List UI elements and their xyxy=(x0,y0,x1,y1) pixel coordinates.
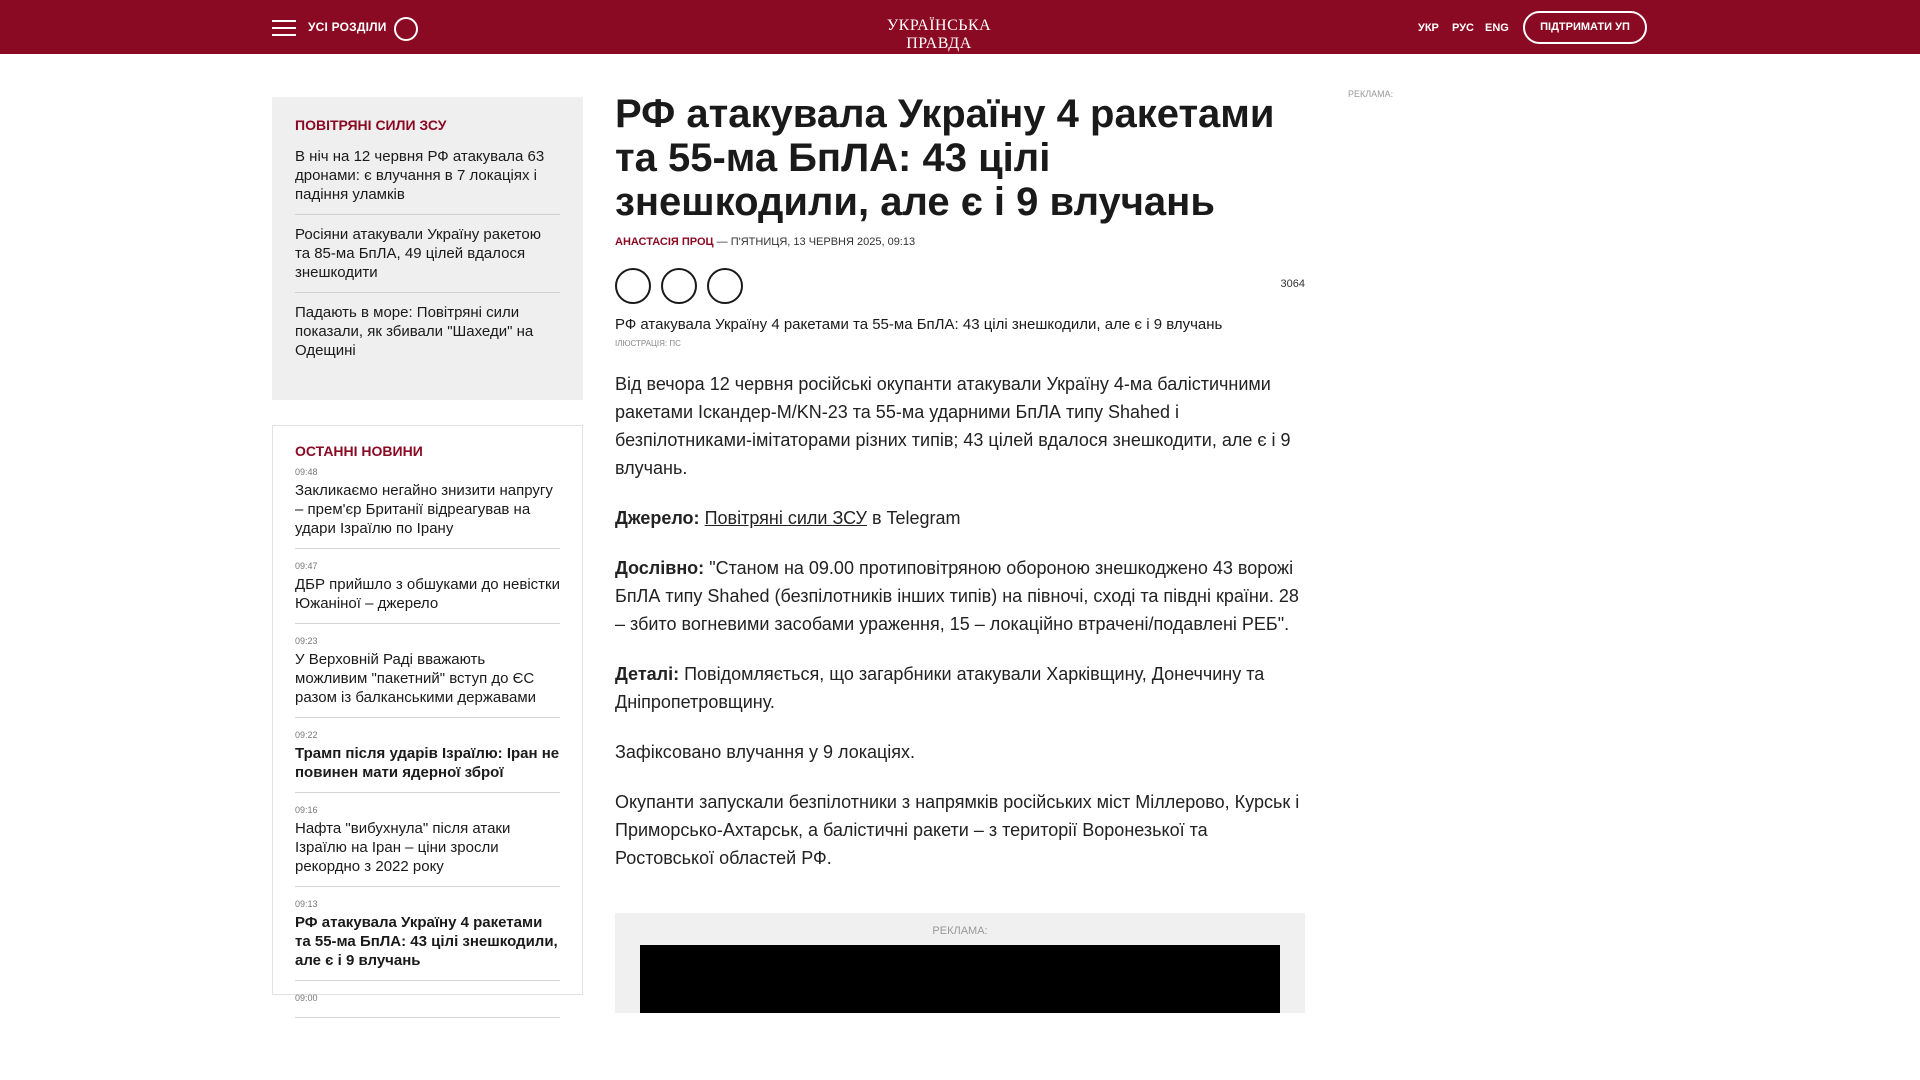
support-button[interactable]: ПІДТРИМАТИ УП xyxy=(1523,11,1647,44)
article-image: РФ атакувала Україну 4 ракетами та 55-ма БпЛА: 43 цілі знешкодили, але є і 9 влучань xyxy=(615,316,1223,333)
list-item[interactable] xyxy=(295,561,560,624)
inline-ad xyxy=(615,913,1305,1013)
topic-item[interactable]: Падають в море: Повітряні сили показали, як збивали "Шахеди" на Одещині xyxy=(295,304,534,359)
publish-date: П'ЯТНИЦЯ, 13 ЧЕРВНЯ 2025, 09:13 xyxy=(730,236,916,248)
article-paragraph: Зафіксовано влучання у 9 локаціях. xyxy=(615,742,916,762)
news-time: 09:23 xyxy=(295,636,318,646)
news-time: 09:22 xyxy=(295,730,318,740)
twitter-share-icon[interactable] xyxy=(661,268,697,304)
facebook-share-icon[interactable] xyxy=(615,268,651,304)
topic-item[interactable]: Росіяни атакували Україну ракетою та 85-ма БпЛА, 49 цілей вдалося знешкодити xyxy=(295,225,560,293)
list-item[interactable] xyxy=(295,805,560,887)
ad-video[interactable] xyxy=(640,945,1280,1013)
news-time: 09:48 xyxy=(295,467,318,477)
latest-news-title[interactable]: ОСТАННІ НОВИНИ xyxy=(295,443,423,459)
news-time: 09:00 xyxy=(295,993,318,1003)
site-header xyxy=(0,0,1920,54)
list-item[interactable] xyxy=(295,993,560,1018)
author-link[interactable]: АНАСТАСІЯ ПРОЦ xyxy=(615,236,714,248)
lang-eng[interactable]: ENG xyxy=(1485,22,1509,34)
quote-text: "Станом на 09.00 протиповітряною обороною знешкоджено 43 ворожі БпЛА типу Shahed (безпілотників інших типів) на півночі, сході та півдні країни. 28 – збито вогневими засобами ураження, 15 – локаційно втрачені/подавлені РЕБ". xyxy=(615,558,1299,634)
list-item[interactable] xyxy=(295,730,560,793)
news-headline[interactable]: ДБР прийшло з обшуками до невістки Южаніної – джерело xyxy=(295,576,560,612)
all-sections-link[interactable]: УСІ РОЗДІЛИ xyxy=(308,20,387,34)
quote-label: Дослівно: xyxy=(615,558,705,578)
news-headline[interactable]: РФ атакувала Україну 4 ракетами та 55-ма БпЛА: 43 цілі знешкодили, але є і 9 влучань xyxy=(295,914,558,969)
search-icon[interactable] xyxy=(394,17,418,41)
byline xyxy=(615,236,1305,248)
list-item[interactable] xyxy=(295,467,560,549)
latest-news xyxy=(272,425,583,1003)
article-title: РФ атакувала Україну 4 ракетами та 55-ма БпЛА: 43 цілі знешкодили, але є і 9 влучань xyxy=(615,92,1275,224)
news-time: 09:47 xyxy=(295,561,318,571)
list-item[interactable] xyxy=(295,636,560,718)
details-label: Деталі: xyxy=(615,664,680,684)
share-row xyxy=(615,268,1305,304)
byline-separator: — xyxy=(713,236,731,248)
news-time: 09:16 xyxy=(295,805,318,815)
news-headline[interactable]: Трамп після ударів Ізраїлю: Іран не повинен мати ядерної зброї xyxy=(295,745,560,781)
telegram-share-icon[interactable] xyxy=(707,268,743,304)
source-paragraph xyxy=(615,504,1305,532)
news-headline[interactable]: У Верховній Раді вважають можливим "пакетний" вступ до ЄС разом із балканськими державами xyxy=(295,651,537,706)
news-headline[interactable]: Нафта "вибухнула" після атаки Ізраїлю на Іран – ціни зросли рекордно з 2022 року xyxy=(295,820,511,875)
sidebar-ad-label: РЕКЛАМА: xyxy=(1348,89,1394,99)
lang-rus[interactable]: РУС xyxy=(1452,22,1474,34)
menu-icon[interactable] xyxy=(272,20,296,36)
quote-paragraph xyxy=(615,554,1305,638)
article-paragraph: Від вечора 12 червня російські окупанти атакували Україну 4-ма балістичними ракетами Іскандер-М/KN-23 та 55-ма ударними БпЛА типу Shahed і безпілотниками-імітаторами різних типів; 43 цілей вдалося знешкодити, але є і 9 влучань. xyxy=(615,374,1291,478)
topic-item[interactable]: В ніч на 12 червня РФ атакувала 63 дронами: є влучання в 7 локаціях і падіння уламків xyxy=(295,147,560,215)
source-link[interactable]: Повітряні сили ЗСУ xyxy=(704,508,867,528)
topic-box xyxy=(272,97,583,400)
view-count: 3064 xyxy=(1280,278,1305,290)
topic-title[interactable]: ПОВІТРЯНІ СИЛИ ЗСУ xyxy=(295,117,447,133)
ad-label: РЕКЛАМА: xyxy=(932,925,988,937)
site-logo[interactable]: УКРАЇНСЬКА ПРАВДА xyxy=(886,17,992,52)
lang-ukr[interactable]: УКР xyxy=(1418,22,1439,34)
news-headline[interactable]: Закликаємо негайно знизити напругу – прем'єр Британії відреагував на удари Ізраїлю по Ірану xyxy=(295,482,553,537)
list-item[interactable] xyxy=(295,899,560,981)
details-paragraph xyxy=(615,660,1305,716)
article xyxy=(615,92,1305,872)
image-credit: ІЛЮСТРАЦІЯ: ПС xyxy=(615,339,681,348)
article-paragraph: Окупанти запускали безпілотники з напрямків російських міст Міллерово, Курськ і Приморсько-Ахтарськ, а балістичні ракети – з території Воронезької та Ростовської областей РФ. xyxy=(615,792,1300,868)
source-label: Джерело: xyxy=(615,508,700,528)
details-text: Повідомляється, що загарбники атакували Харківщину, Донеччину та Дніпропетровщину. xyxy=(615,664,1265,712)
source-rest: в Telegram xyxy=(866,508,961,528)
news-time: 09:13 xyxy=(295,899,318,909)
